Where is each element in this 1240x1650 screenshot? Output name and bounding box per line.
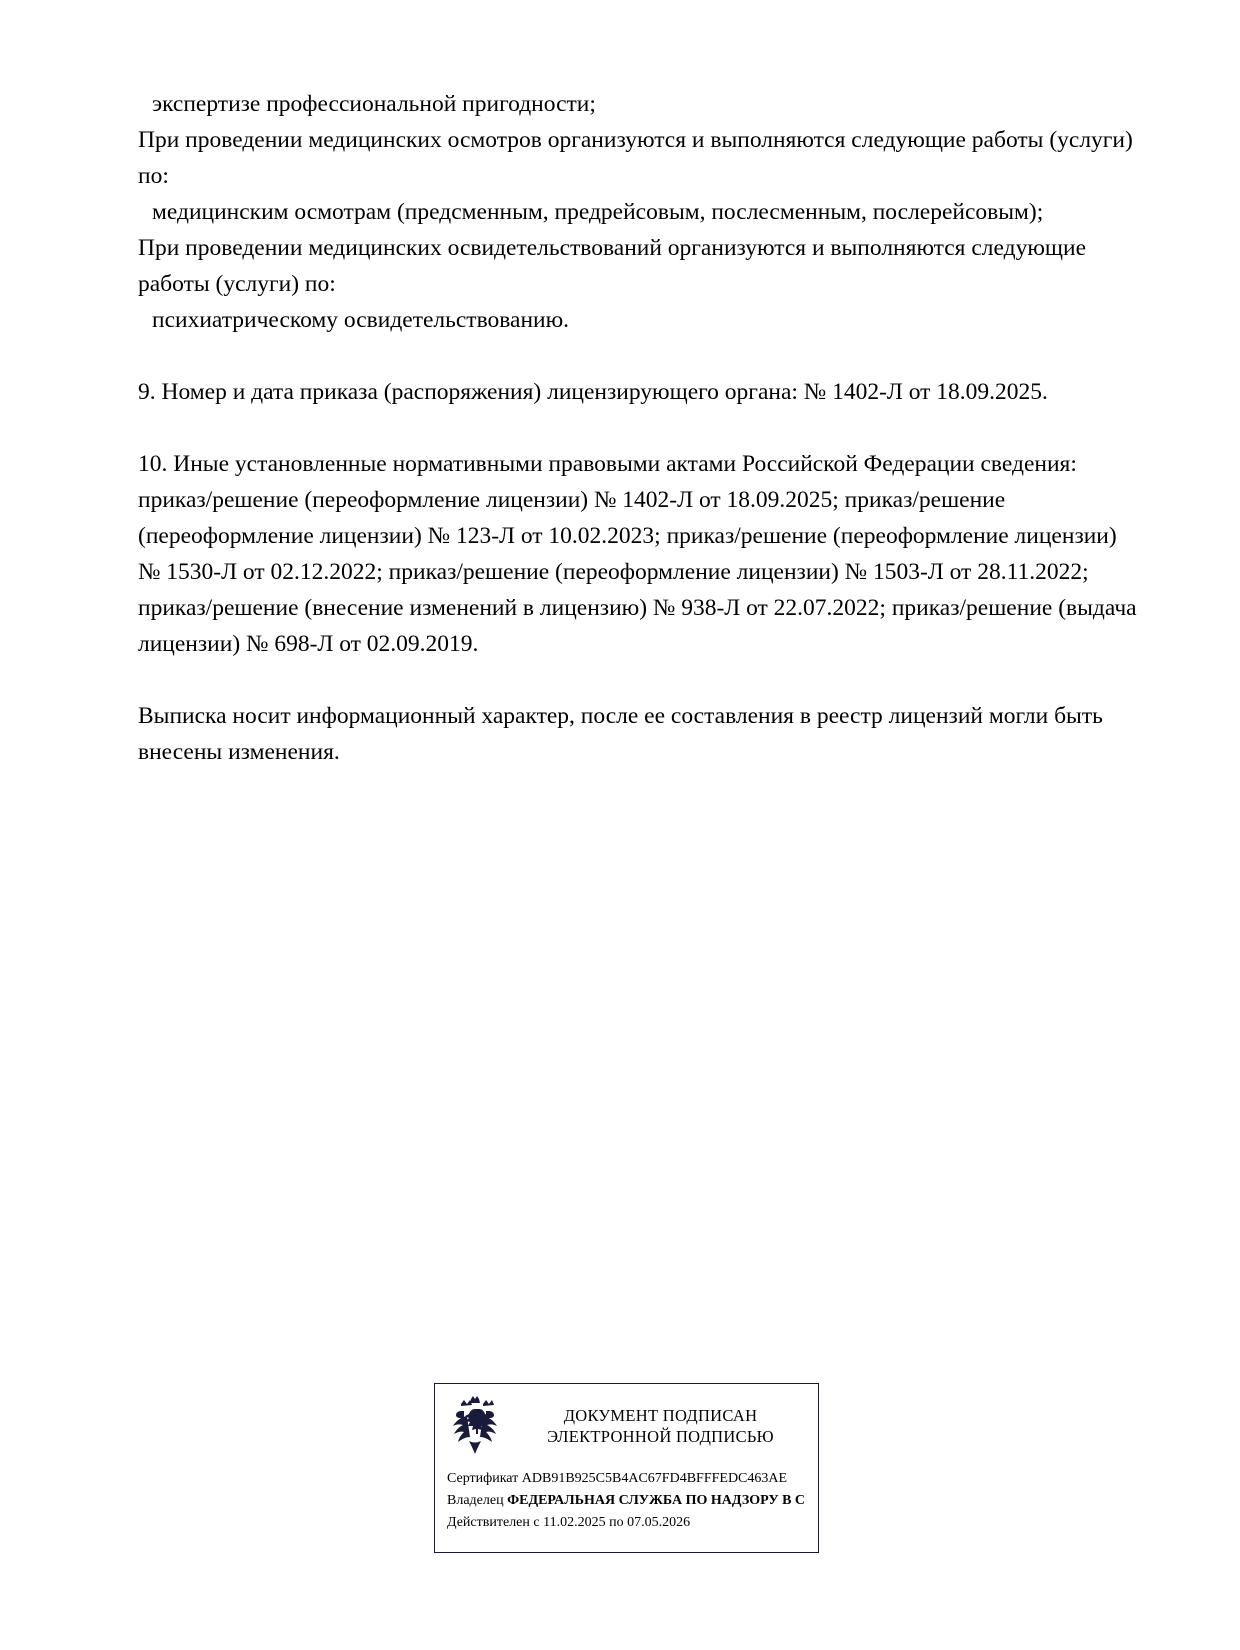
certificate-label: Сертификат <box>447 1471 519 1486</box>
stamp-title-line-2: ЭЛЕКТРОННОЙ ПОДПИСЬЮ <box>547 1427 774 1446</box>
electronic-signature-stamp <box>434 1383 819 1553</box>
paragraph-spacer <box>138 662 1138 698</box>
paragraph-other-info: 10. Иные установленные нормативными правовыми актами Российской Федерации сведения: приказ/решение (переоформление лицензии) № 1402-Л от 18.09.2025; приказ/решение (переоформление лицензии) № 123-Л от 10.02.2023; приказ/решение (переоформление лицензии) № 1530-Л от 02.12.2022; приказ/решение (переоформление лицензии) № 1503-Л от 28.11.2022; приказ/решение (внесение изменений в лицензию) № 938-Л от 22.07.2022; приказ/решение (выдача лицензии) № 698-Л от 02.09.2019. <box>138 451 1137 657</box>
stamp-title-line-1: ДОКУМЕНТ ПОДПИСАН <box>563 1406 758 1425</box>
certificate-value: ADB91B925C5B4AC67FD4BFFFEDC463AE <box>521 1471 788 1486</box>
paragraph-spacer <box>138 410 1138 446</box>
paragraph: При проведении медицинских освидетельствований организуются и выполняются следующие работы (услуги) по: <box>138 235 1086 297</box>
owner-label: Владелец <box>447 1493 504 1508</box>
stamp-title <box>509 1405 818 1447</box>
stamp-details <box>435 1468 818 1534</box>
stamp-owner-line <box>447 1490 818 1512</box>
owner-value: ФЕДЕРАЛЬНАЯ СЛУЖБА ПО НАДЗОРУ В С <box>507 1493 806 1508</box>
paragraph-disclaimer: Выписка носит информационный характер, после ее составления в реестр лицензий могли быть внесены изменения. <box>138 703 1103 765</box>
stamp-header <box>435 1384 818 1468</box>
stamp-validity-line: Действителен с 11.02.2025 по 07.05.2026 <box>447 1515 691 1530</box>
paragraph: При проведении медицинских осмотров организуются и выполняются следующие работы (услуги) по: <box>138 127 1133 189</box>
paragraph: экспертизе профессиональной пригодности; <box>152 91 596 117</box>
paragraph: психиатрическому освидетельствованию. <box>152 307 570 333</box>
paragraph-order-number: 9. Номер и дата приказа (распоряжения) лицензирующего органа: № 1402-Л от 18.09.2025. <box>138 379 1048 405</box>
document-body <box>138 86 1138 770</box>
stamp-certificate-line <box>447 1468 818 1490</box>
paragraph-spacer <box>138 338 1138 374</box>
double-headed-eagle-emblem-icon <box>447 1395 503 1457</box>
paragraph: медицинским осмотрам (предсменным, предрейсовым, послесменным, послерейсовым); <box>152 199 1044 225</box>
